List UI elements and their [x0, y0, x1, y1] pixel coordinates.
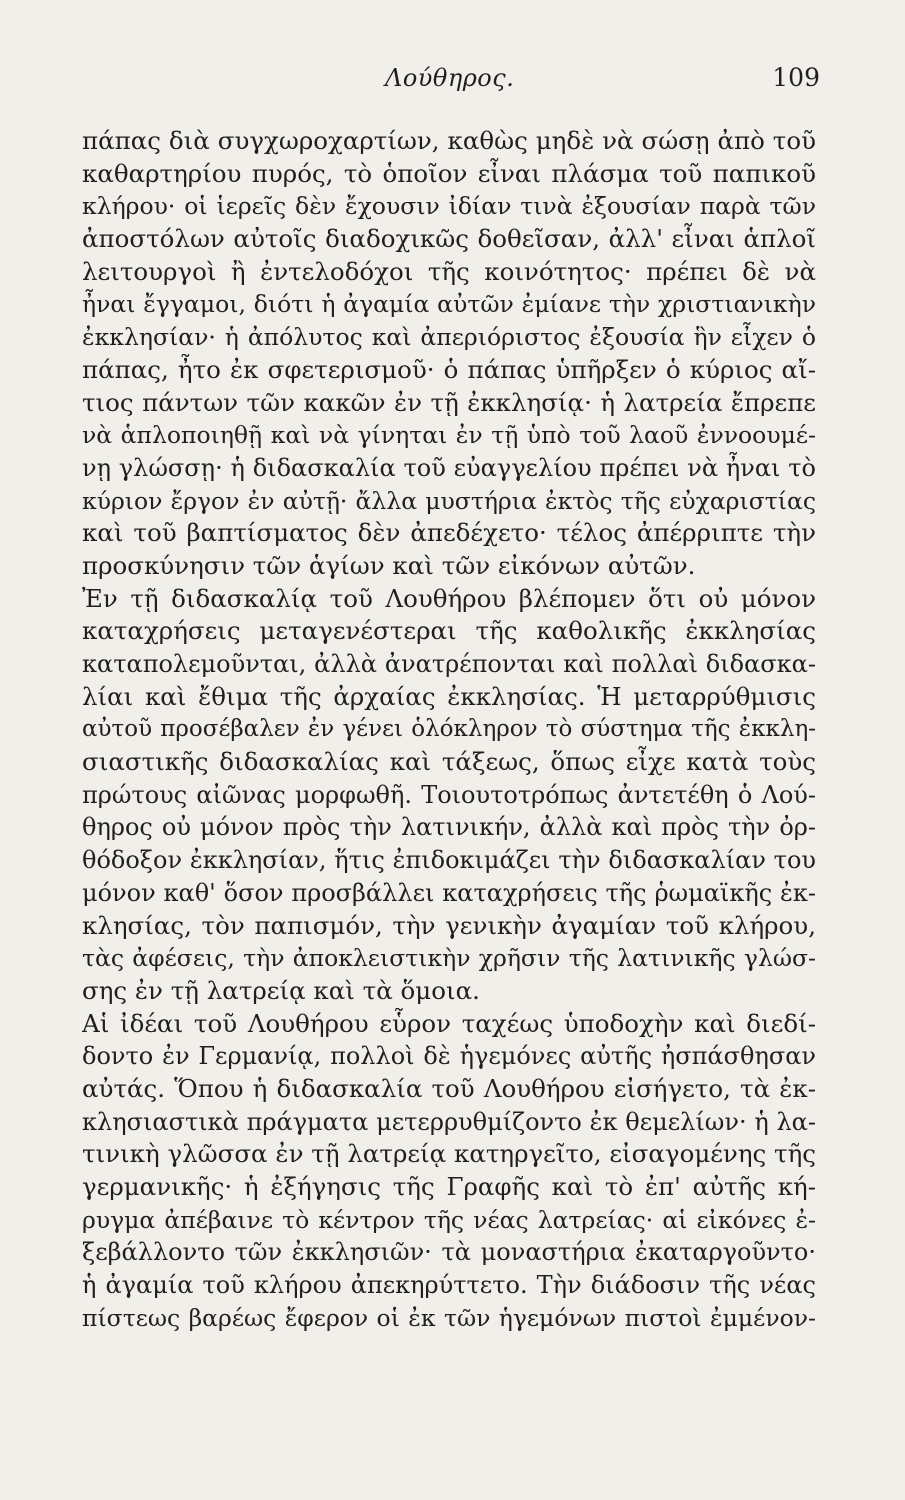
text-line: γερμανικῆς· ἡ ἐξήγησις τῆς Γραφῆς καὶ τὸ ἐπ' αὐτῆς κή- — [82, 1172, 816, 1201]
text-line: δοντο ἐν Γερμανίᾳ, πολλοὶ δὲ ἡγεμόνες αὐτῆς ἠσπάσθησαν — [82, 1042, 816, 1071]
text-line: Αἱ ἰδέαι τοῦ Λουθήρου εὗρον ταχέως ὑποδοχὴν καὶ διεδί- — [82, 1008, 816, 1038]
text-line: προσκύνησιν τῶν ἁγίων καὶ τῶν εἰκόνων αὐτῶν. — [82, 550, 696, 580]
running-title: Λούθηρος. — [385, 64, 515, 92]
text-line: τινικὴ γλῶσσα ἐν τῇ λατρείᾳ κατηργεῖτο, εἰσαγομένης τῆς — [82, 1139, 816, 1169]
text-line: λειτουργοὶ ἢ ἐντελοδόχοι τῆς κοινότητος· πρέπει δὲ νὰ — [82, 256, 816, 286]
text-line: ξεβάλλοντο τῶν ἐκκλησιῶν· τὰ μοναστήρια ἐκαταργοῦντο· — [82, 1238, 816, 1267]
page-header — [80, 60, 820, 96]
text-line: κλήρου· οἱ ἱερεῖς δὲν ἔχουσιν ἰδίαν τινὰ ἐξουσίαν παρὰ τῶν — [82, 192, 816, 221]
text-line: θηρος οὐ μόνον πρὸς τὴν λατινικήν, ἀλλὰ καὶ πρὸς τὴν ὀρ- — [82, 813, 816, 842]
body-text — [82, 125, 816, 1334]
text-line: πάπας διὰ συγχωροχαρτίων, καθὼς μηδὲ νὰ σώσῃ ἀπὸ τοῦ — [82, 126, 816, 155]
page-number: 109 — [772, 63, 820, 92]
text-line: καταπολεμοῦνται, ἀλλὰ ἀνατρέπονται καὶ πολλαὶ διδασκα- — [82, 650, 816, 678]
text-line: αὐτοῦ προσέβαλεν ἐν γένει ὁλόκληρον τὸ σύστημα τῆς ἐκκλη- — [82, 716, 816, 743]
text-line: καταχρήσεις μεταγενέστεραι τῆς καθολικῆς ἐκκλησίας — [82, 616, 816, 646]
text-line: αὐτάς. Ὅπου ἡ διδασκαλία τοῦ Λουθήρου εἰσήγετο, τὰ ἐκ- — [82, 1073, 816, 1103]
text-line: ἐκκλησίαν· ἡ ἀπόλυτος καὶ ἀπεριόριστος ἐξουσία ἣν εἶχεν ὁ — [82, 323, 816, 352]
text-line: θόδοξον ἐκκλησίαν, ἥτις ἐπιδοκιμάζει τὴν διδασκαλίαν του — [82, 846, 816, 875]
text-line: νῃ γλώσσῃ· ἡ διδασκαλία τοῦ εὐαγγελίου πρέπει νὰ ἦναι τὸ — [82, 453, 816, 482]
text-line: σιαστικῆς διδασκαλίας καὶ τάξεως, ὅπως εἶχε κατὰ τοὺς — [82, 747, 816, 777]
text-line: καὶ τοῦ βαπτίσματος δὲν ἀπεδέχετο· τέλος ἀπέρριπτε τὴν — [82, 518, 816, 548]
text-line: τὰς ἀφέσεις, τὴν ἀποκλειστικὴν χρῆσιν τῆς λατινικῆς γλώσ- — [82, 944, 816, 973]
text-line: πάπας, ἦτο ἐκ σφετερισμοῦ· ὁ πάπας ὑπῆρξεν ὁ κύριος αἴ- — [82, 354, 816, 384]
text-line: νὰ ἁπλοποιηθῇ καὶ νὰ γίνηται ἐν τῇ ὑπὸ τοῦ λαοῦ ἐννοουμέ- — [82, 421, 816, 450]
text-line: κλησιαστικὰ πράγματα μετερρυθμίζοντο ἐκ θεμελίων· ἡ λα- — [82, 1107, 816, 1136]
text-line: μόνον καθ' ὅσον προσβάλλει καταχρήσεις τῆς ῥωμαϊκῆς ἐκ- — [82, 878, 816, 907]
text-line: κλησίας, τὸν παπισμόν, τὴν γενικὴν ἀγαμίαν τοῦ κλήρου, — [82, 910, 816, 940]
text-line: ρυγμα ἀπέβαινε τὸ κέντρον τῆς νέας λατρείας· αἱ εἰκόνες ἐ- — [82, 1205, 816, 1234]
text-line: σης ἐν τῇ λατρείᾳ καὶ τὰ ὅμοια. — [82, 975, 480, 1005]
text-line: καθαρτηρίου πυρός, τὸ ὁποῖον εἶναι πλάσμα τοῦ παπικοῦ — [82, 158, 816, 188]
text-line: τιος πάντων τῶν κακῶν ἐν τῇ ἐκκλησίᾳ· ἡ λατρεία ἔπρεπε — [82, 387, 816, 417]
text-line: πρώτους αἰῶνας μορφωθῆ. Τοιουτοτρόπως ἀντετέθη ὁ Λού- — [82, 780, 816, 809]
text-line: λίαι καὶ ἔθιμα τῆς ἀρχαίας ἐκκλησίας. Ἡ μεταρρύθμισις — [82, 681, 816, 711]
text-line: κύριον ἔργον ἐν αὐτῇ· ἄλλα μυστήρια ἐκτὸς τῆς εὐχαριστίας — [82, 486, 816, 515]
text-line: ἀποστόλων αὐτοῖς διαδοχικῶς δοθεῖσαν, ἀλλ' εἶναι ἁπλοῖ — [82, 224, 816, 254]
text-line: ἦναι ἔγγαμοι, διότι ἡ ἀγαμία αὐτῶν ἐμίανε τὴν χριστιανικὴν — [82, 290, 816, 319]
text-line: Ἐν τῇ διδασκαλίᾳ τοῦ Λουθήρου βλέπομεν ὅτι οὐ μόνον — [82, 583, 816, 613]
text-line: πίστεως βαρέως ἔφερον οἱ ἐκ τῶν ἡγεμόνων πιστοὶ ἐμμένον- — [82, 1303, 816, 1332]
text-line: ἡ ἀγαμία τοῦ κλήρου ἀπεκηρύττετο. Τὴν διάδοσιν τῆς νέας — [82, 1271, 816, 1300]
